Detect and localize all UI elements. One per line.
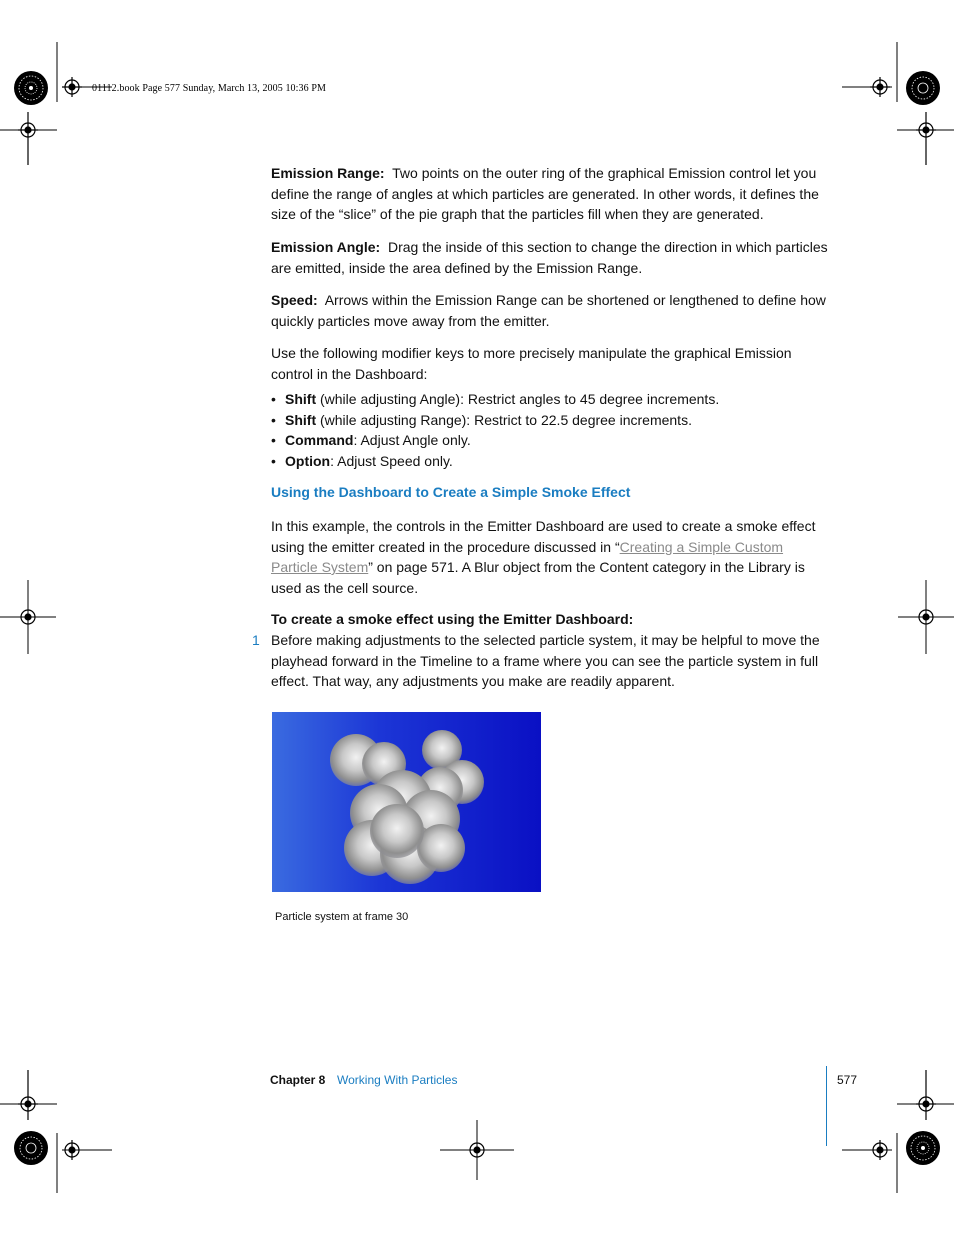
section-heading: Using the Dashboard to Create a Simple Smoke Effect xyxy=(271,484,631,500)
key-description: (while adjusting Angle): Restrict angles to 45 degree increments. xyxy=(316,391,720,407)
emission-range-text: Two points on the outer ring of the graphical Emission control let you define the range of angles at which particles are generated. In other words, it defines the size of the “slice” of the pie graph that the particles fill when they are generated. xyxy=(271,165,819,222)
key-name: Command xyxy=(285,432,354,449)
particle-system-figure xyxy=(272,712,541,892)
key-description: (while adjusting Range): Restrict to 22.5 degree increments. xyxy=(316,411,692,428)
starburst-icon xyxy=(14,1131,48,1165)
example-paragraph xyxy=(271,516,831,598)
list-item xyxy=(271,430,831,451)
registration-target-icon xyxy=(62,77,82,97)
example-text-before: In this example, the controls in the Emitter Dashboard are used to create a smoke effect using the emitter created in the procedure discussed in “ xyxy=(271,518,816,555)
print-info: 01112.book Page 577 Sunday, March 13, 2005 10:36 PM xyxy=(92,83,326,94)
list-item xyxy=(271,410,831,431)
emission-angle-text: Drag the inside of this section to change the direction in which particles are emitted, inside the area defined by the Emission Range. xyxy=(271,239,828,276)
registration-target-icon xyxy=(916,112,936,165)
key-description: : Adjust Angle only. xyxy=(353,432,471,449)
term-speed: Speed: xyxy=(271,292,318,308)
key-name: Option xyxy=(285,452,331,469)
figure-caption: Particle system at frame 30 xyxy=(275,911,409,923)
modifier-key-list xyxy=(271,389,831,471)
page-number: 577 xyxy=(837,1073,858,1087)
starburst-icon xyxy=(14,71,48,105)
registration-target-icon xyxy=(870,77,890,97)
bullet-icon: • xyxy=(271,452,276,469)
bullet-icon: • xyxy=(271,411,276,428)
modifier-intro: Use the following modifier keys to more precisely manipulate the graphical Emission control in the Dashboard: xyxy=(271,345,792,382)
list-item xyxy=(271,451,831,472)
smoke-particle xyxy=(417,824,465,872)
key-name: Shift xyxy=(285,391,317,407)
emission-range-paragraph xyxy=(271,163,831,225)
key-name: Shift xyxy=(285,411,317,428)
registration-target-icon xyxy=(916,1070,936,1120)
cross-reference-link[interactable]: Creating a Simple Custom Particle System xyxy=(271,538,784,575)
starburst-icon xyxy=(906,1131,940,1165)
list-item xyxy=(271,389,831,410)
registration-target-icon xyxy=(18,1070,38,1120)
key-description: : Adjust Speed only. xyxy=(330,452,453,469)
footer-divider xyxy=(826,1066,827,1146)
bullet-icon: • xyxy=(271,391,276,407)
term-emission-range: Emission Range: xyxy=(271,165,385,181)
step-number: 1 xyxy=(252,632,260,648)
speed-paragraph xyxy=(271,290,831,331)
starburst-icon xyxy=(906,71,940,105)
bullet-icon: • xyxy=(271,432,276,449)
footer-chapter-title: Working With Particles xyxy=(337,1073,458,1087)
example-text-after: ” on page 571. A Blur object from the Content category in the Library is used as the cell source. xyxy=(271,559,805,596)
registration-target-icon xyxy=(18,112,38,165)
emission-angle-paragraph xyxy=(271,237,831,278)
term-emission-angle: Emission Angle: xyxy=(271,239,381,255)
footer-chapter: Chapter 8 xyxy=(270,1073,326,1087)
speed-text: Arrows within the Emission Range can be shortened or lengthened to define how quickly particles move away from the emitter. xyxy=(271,292,826,329)
procedure-title: To create a smoke effect using the Emitter Dashboard: xyxy=(271,611,634,627)
smoke-particle xyxy=(370,804,424,858)
step-text: Before making adjustments to the selected particle system, it may be helpful to move the playhead forward in the Timeline to a frame where you can see the particle system in full effect. That way, any adjustments you make are readily apparent. xyxy=(271,632,820,689)
